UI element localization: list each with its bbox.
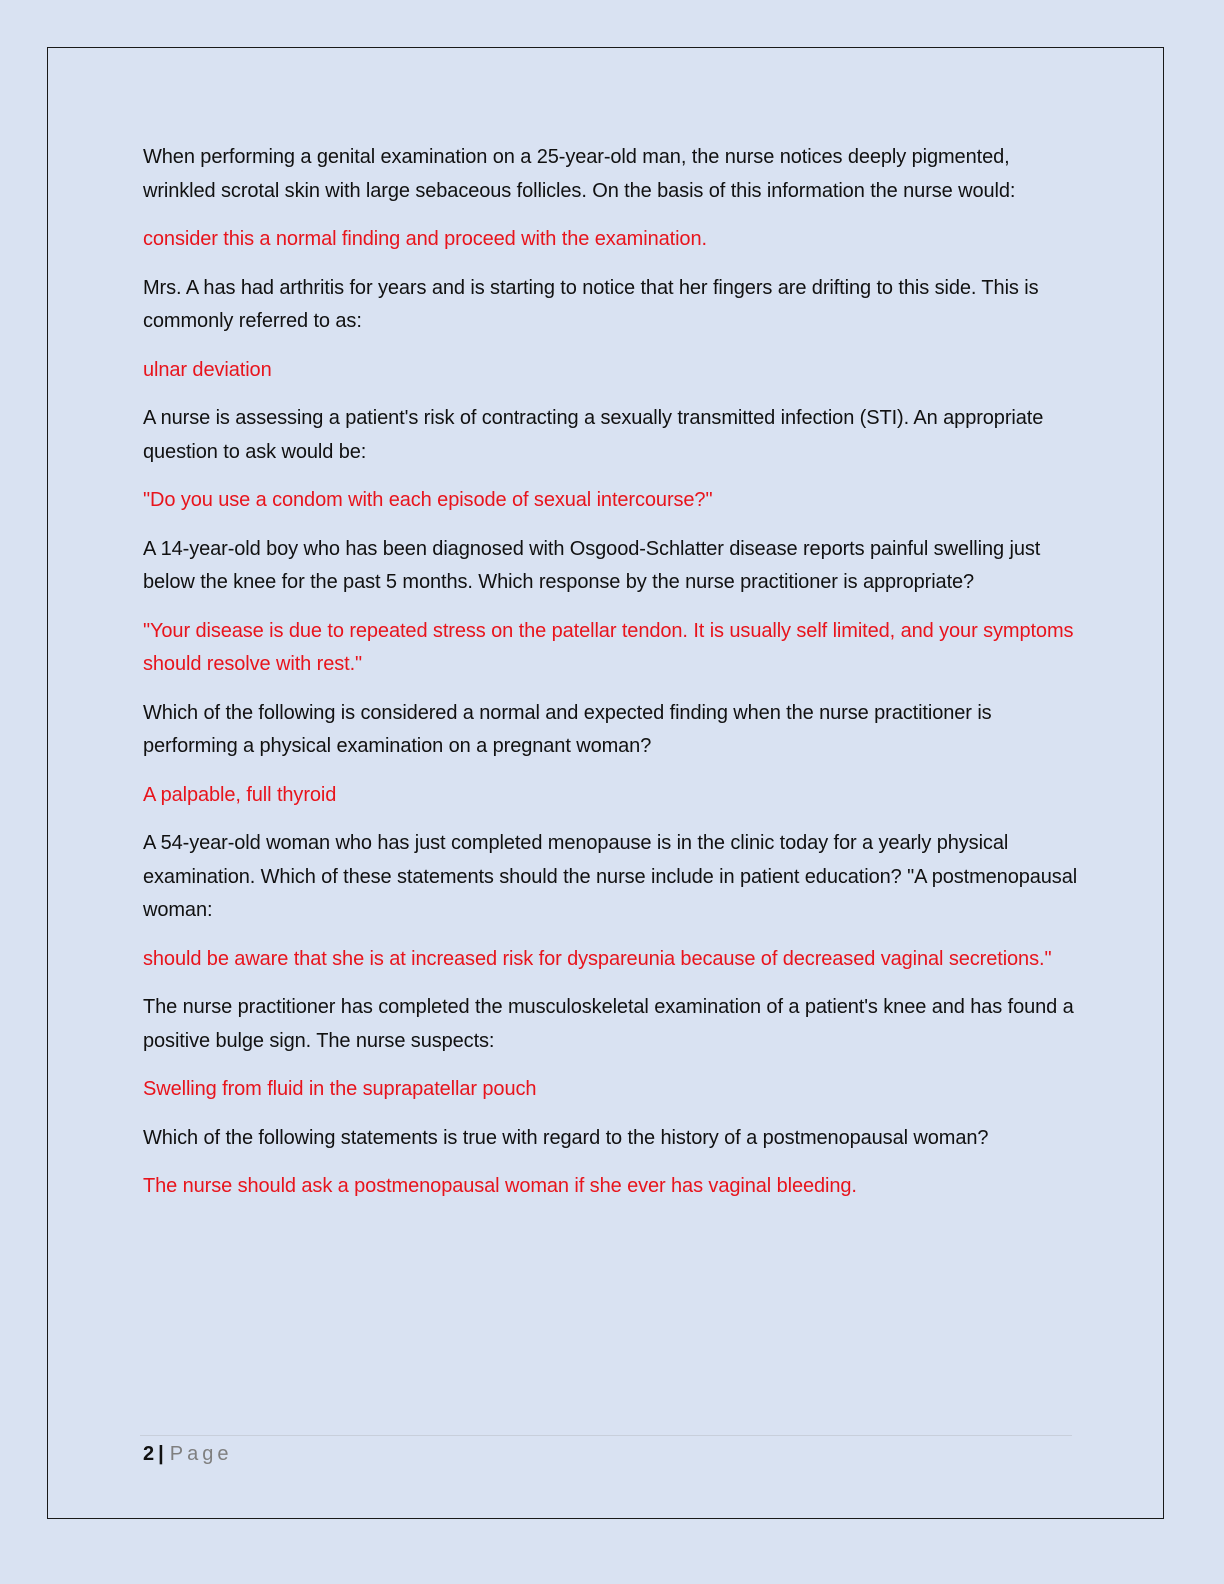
- question-7: The nurse practitioner has completed the musculoskeletal examination of a patient's knee and has found a positive bulge sign. The nurse suspects:: [143, 996, 1074, 1052]
- footer-divider: [140, 1435, 1072, 1436]
- answer-7: Swelling from fluid in the suprapatellar pouch: [143, 1078, 537, 1100]
- page-number: 2: [143, 1443, 155, 1465]
- answer-4: "Your disease is due to repeated stress on the patellar tendon. It is usually self limited, and your symptoms should resolve with rest.": [143, 619, 1074, 675]
- answer-5: A palpable, full thyroid: [143, 783, 337, 806]
- answer-1: consider this a normal finding and proceed with the examination.: [143, 228, 707, 250]
- answer-6: should be aware that she is at increased risk for dyspareunia because of decreased vaginal secretions.": [143, 947, 1052, 970]
- footer-separator: |: [158, 1443, 164, 1465]
- page-footer: [143, 1440, 232, 1468]
- question-1: When performing a genital examination on a 25-year-old man, the nurse notices deeply pigmented, wrinkled scrotal skin with large sebaceous follicles. On the basis of this information the nurse would:: [143, 146, 1016, 202]
- question-5: Which of the following is considered a normal and expected finding when the nurse practitioner is performing a physical examination on a pregnant woman?: [143, 701, 992, 757]
- question-6: A 54-year-old woman who has just completed menopause is in the clinic today for a yearly physical examination. Which of these statements should the nurse include in patient education? "A postmenopausal woman:: [143, 832, 1078, 921]
- page-label: Page: [169, 1443, 233, 1465]
- answer-8: The nurse should ask a postmenopausal woman if she ever has vaginal bleeding.: [143, 1175, 857, 1197]
- question-2: Mrs. A has had arthritis for years and is starting to notice that her fingers are drifting to this side. This is commonly referred to as:: [143, 276, 1039, 332]
- answer-3: "Do you use a condom with each episode of sexual intercourse?": [143, 489, 713, 511]
- document-body: [143, 141, 1078, 1219]
- question-4: A 14-year-old boy who has been diagnosed with Osgood-Schlatter disease reports painful swelling just below the knee for the past 5 months. Which response by the nurse practitioner is appropriate?: [143, 537, 1041, 593]
- question-8: Which of the following statements is true with regard to the history of a postmenopausal woman?: [143, 1126, 989, 1149]
- answer-2: ulnar deviation: [143, 358, 272, 381]
- question-3: A nurse is assessing a patient's risk of contracting a sexually transmitted infection (STI). An appropriate question to ask would be:: [143, 407, 1044, 463]
